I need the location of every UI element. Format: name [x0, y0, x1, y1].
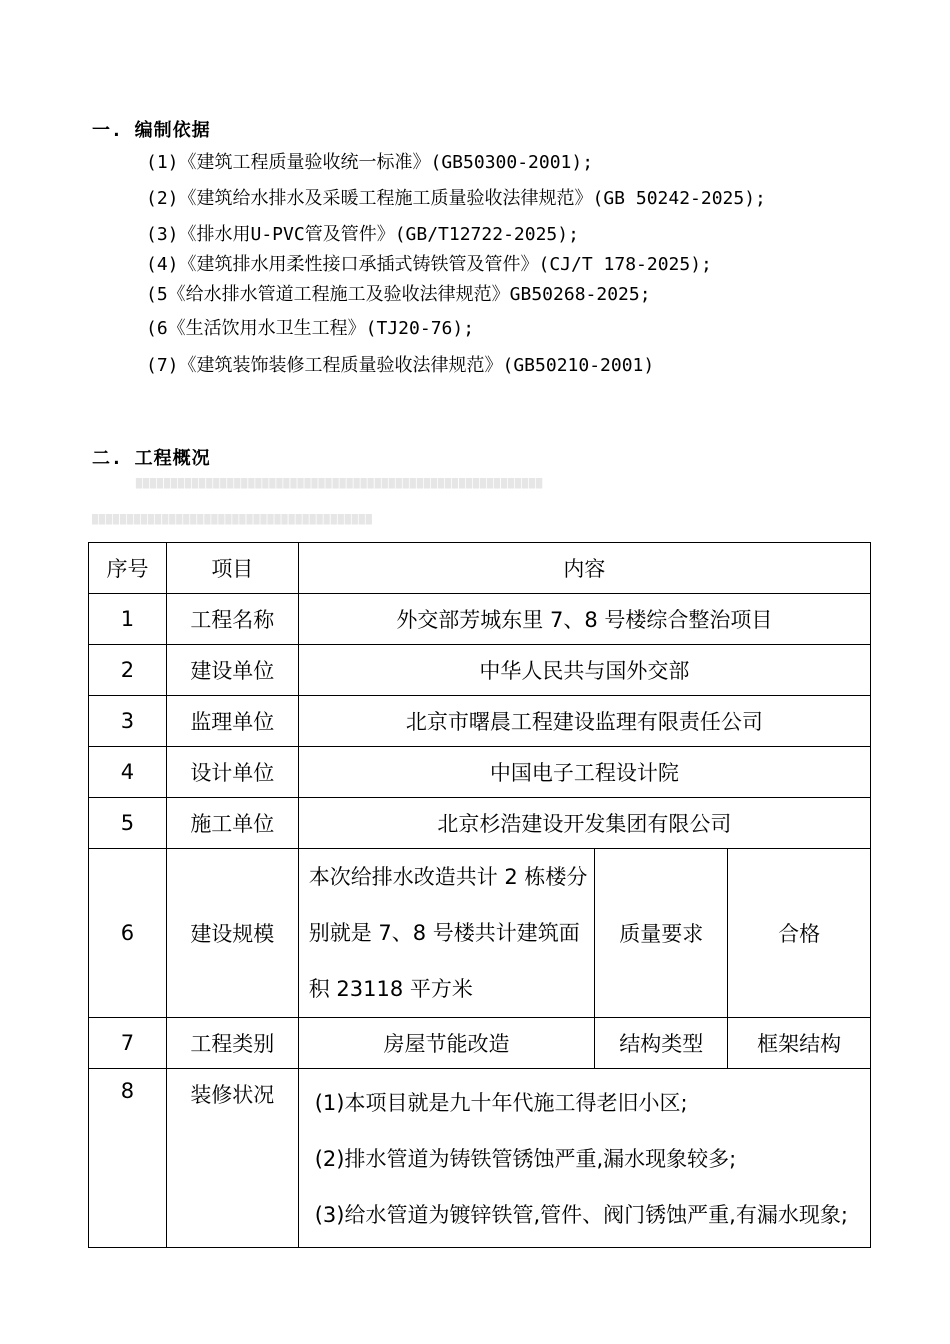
row-number: 4: [89, 747, 167, 798]
project-overview-table: [88, 542, 871, 1248]
row-number: 1: [89, 594, 167, 645]
row-content: 外交部芳城东里 7、8 号楼综合整治项目: [298, 594, 870, 645]
row-label: 装修状况: [166, 1069, 298, 1248]
row-content: 北京市曙晨工程建设监理有限责任公司: [298, 696, 870, 747]
renovation-line: (3)给水管道为镀锌铁管,管件、阀门锈蚀严重,有漏水现象;: [314, 1203, 848, 1227]
row-number: 7: [89, 1018, 167, 1069]
row-label: 工程名称: [166, 594, 298, 645]
table-row: [89, 747, 871, 798]
row-content: 北京杉浩建设开发集团有限公司: [298, 798, 870, 849]
row-content: 中国电子工程设计院: [298, 747, 870, 798]
table-row: [89, 1069, 871, 1248]
table-row: [89, 849, 871, 1018]
row-number: 5: [89, 798, 167, 849]
row-number: 8: [89, 1069, 167, 1248]
faded-text-line: ████████████████████████████████████████: [92, 514, 373, 525]
row-content: 本次给排水改造共计 2 栋楼分别就是 7、8 号楼共计建筑面积 23118 平方米: [298, 849, 595, 1018]
row-label: 设计单位: [166, 747, 298, 798]
basis-item: (1)《建筑工程质量验收统一标准》(GB50300-2001);: [146, 152, 594, 173]
table-row: [89, 1018, 871, 1069]
row-content: 房屋节能改造: [298, 1018, 595, 1069]
row-number: 2: [89, 645, 167, 696]
table-row: [89, 645, 871, 696]
table-row: [89, 696, 871, 747]
basis-item: (6《生活饮用水卫生工程》(TJ20-76);: [146, 318, 475, 339]
row-number: 6: [89, 849, 167, 1018]
renovation-line: (1)本项目就是九十年代施工得老旧小区;: [314, 1091, 688, 1115]
quality-value: 合格: [728, 849, 871, 1018]
quality-label: 质量要求: [595, 849, 728, 1018]
structure-label: 结构类型: [595, 1018, 728, 1069]
section-1-heading: 一. 编制依据: [92, 120, 211, 141]
row-label: 建设规模: [166, 849, 298, 1018]
basis-list: [92, 144, 874, 384]
row-label: 工程类别: [166, 1018, 298, 1069]
row-label: 监理单位: [166, 696, 298, 747]
table-row: [89, 594, 871, 645]
structure-value: 框架结构: [728, 1018, 871, 1069]
renovation-line: (2)排水管道为铸铁管锈蚀严重,漏水现象较多;: [314, 1147, 737, 1171]
basis-item: (4)《建筑排水用柔性接口承插式铸铁管及管件》(CJ/T 178-2025);: [146, 254, 712, 275]
header-cell-content: 内容: [298, 543, 870, 594]
header-cell-no: 序号: [89, 543, 167, 594]
table-row: [89, 798, 871, 849]
header-cell-item: 项目: [166, 543, 298, 594]
faded-text-line: ██████████████████████████████████████████████████████████: [136, 478, 544, 489]
basis-item: (3)《排水用U-PVC管及管件》(GB/T12722-2025);: [146, 224, 579, 245]
basis-item: (2)《建筑给水排水及采暖工程施工质量验收法律规范》(GB 50242-2025);: [146, 188, 766, 209]
table-header-row: [89, 543, 871, 594]
basis-item: (5《给水排水管道工程施工及验收法律规范》GB50268-2025;: [146, 284, 651, 305]
row-number: 3: [89, 696, 167, 747]
row-label: 施工单位: [166, 798, 298, 849]
renovation-status-content: [298, 1069, 870, 1248]
row-label: 建设单位: [166, 645, 298, 696]
section-2-heading: 二. 工程概况: [92, 448, 211, 469]
basis-item: (7)《建筑装饰装修工程质量验收法律规范》(GB50210-2001): [146, 355, 655, 376]
row-content: 中华人民共与国外交部: [298, 645, 870, 696]
